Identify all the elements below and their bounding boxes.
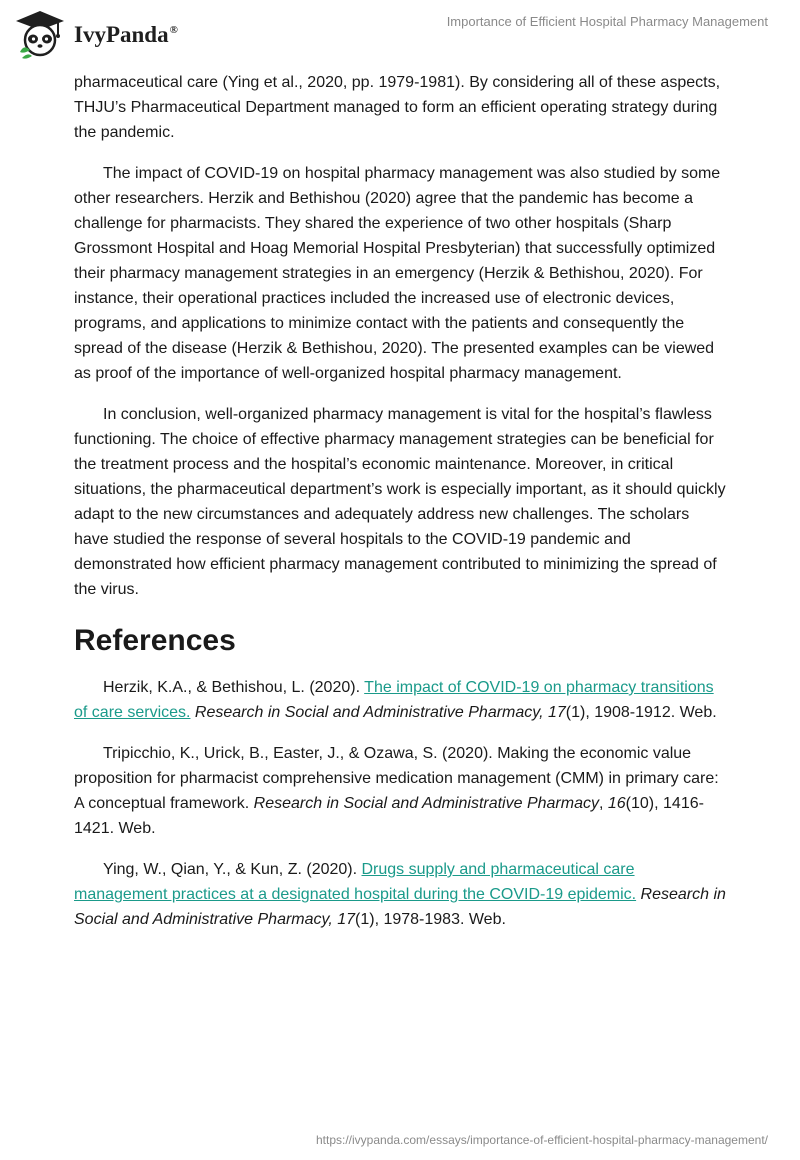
paragraph-2: The impact of COVID-19 on hospital pharmacy management was also studied by some other researchers. Herzik and Bethishou (2020) agree that the pandemic has become a challenge for pharmacists. They shared the experience of two other hospitals (Sharp Grossmont Hospital and Hoag Memorial Hospital Presbyterian) that successfully optimized their pharmacy management strategies in an emergency (Herzik & Bethishou, 2020). For instance, their operational practices included the increased use of electronic devices, programs, and applications to minimize contact with the patients and consequently the spread of the disease (Herzik & Bethishou, 2020). The presented examples can be viewed as proof of the importance of well-organized hospital pharmacy management. xyxy=(74,165,721,382)
reference-tripicchio: Tripicchio, K., Urick, B., Easter, J., & Ozawa, S. (2020). Making the economic value proposition for pharmacist comprehensive medication management (CMM) in primary care: A conceptual framework. Research in Social and Administrative Pharmacy, 16(10), 1416-1421. Web. xyxy=(74,745,719,837)
paragraph-3: In conclusion, well-organized pharmacy management is vital for the hospital’s flawless functioning. The choice of effective pharmacy management strategies can be beneficial for the treatment process and the hospital’s economic maintenance. Moreover, in critical situations, the pharmaceutical department’s work is especially important, as it should quickly adapt to the new circumstances and adequately address new challenges. The scholars have studied the response of several hospitals to the COVID-19 pandemic and demonstrated how efficient pharmacy management contributed to minimizing the spread of the virus. xyxy=(74,406,726,598)
panda-graduate-icon xyxy=(14,8,66,60)
reference-ying: Ying, W., Qian, Y., & Kun, Z. (2020). Drugs supply and pharmaceutical care management practices at a designated hospital during the COVID-19 epidemic. Research in Social and Administrative Pharmacy, 17(1), 1978-1983. Web. xyxy=(74,861,726,928)
reference-link-ying[interactable]: Drugs supply and pharmaceutical care management practices at a designated hospital during the COVID-19 epidemic. xyxy=(74,861,637,903)
logo-wordmark: IvyPanda® xyxy=(74,22,178,47)
footer-url: https://ivypanda.com/essays/importance-of-efficient-hospital-pharmacy-management/ xyxy=(316,1133,768,1147)
reference-link-herzik[interactable]: The impact of COVID-19 on pharmacy transitions of care services. xyxy=(74,679,714,721)
references-heading: References xyxy=(74,624,236,657)
paragraph-1: pharmaceutical care (Ying et al., 2020, pp. 1979-1981). By considering all of these aspects, THJU’s Pharmaceutical Department managed to form an efficient operating strategy during the pandemic. xyxy=(74,74,721,141)
reference-herzik: Herzik, K.A., & Bethishou, L. (2020). The impact of COVID-19 on pharmacy transitions of care services. Research in Social and Administrative Pharmacy, 17(1), 1908-1912. Web. xyxy=(74,679,717,721)
ivypanda-logo[interactable] xyxy=(14,8,178,60)
document-title: Importance of Efficient Hospital Pharmacy Management xyxy=(446,14,768,29)
page-header xyxy=(0,0,800,70)
essay-content xyxy=(74,70,726,948)
